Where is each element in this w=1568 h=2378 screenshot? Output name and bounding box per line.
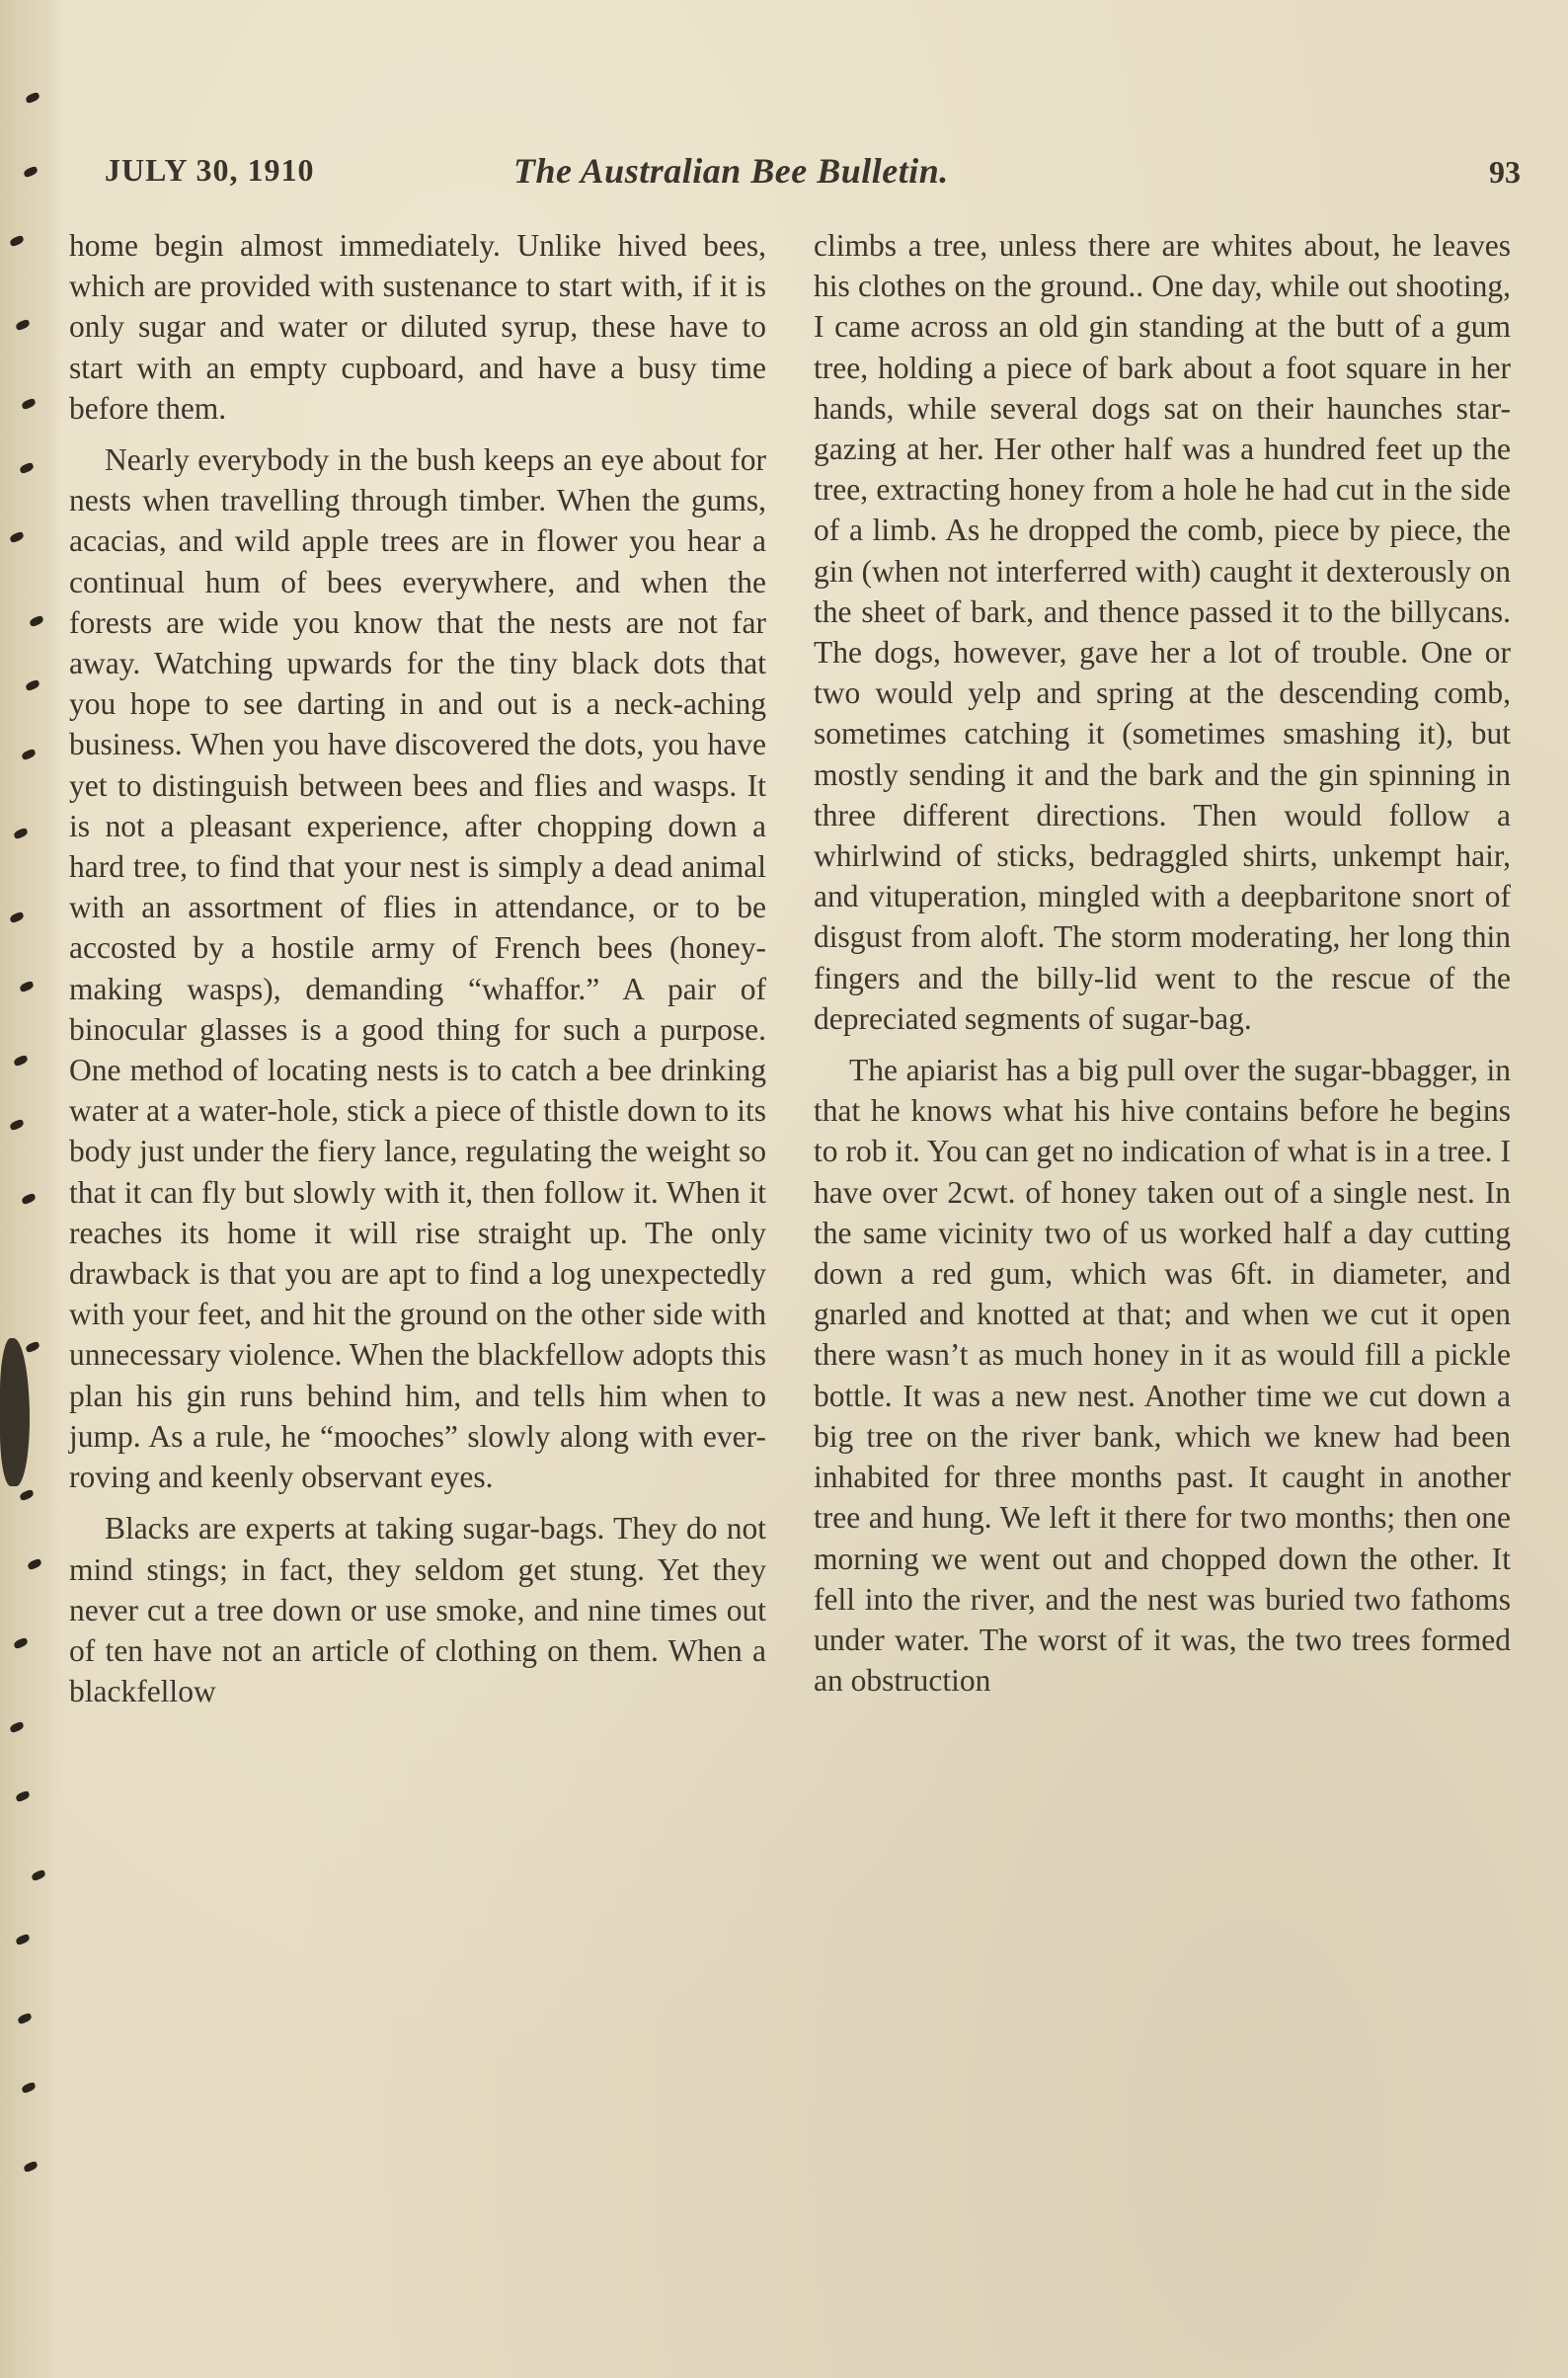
left-column — [69, 225, 766, 1722]
right-column — [814, 225, 1511, 1711]
running-header — [99, 148, 1521, 207]
binding-edge — [0, 0, 61, 2378]
paragraph: climbs a tree, unless there are whites about, he leaves his clothes on the ground.. One day, while out shooting, I came across an old gin standing at the butt of a gum tree, holding a piece of bark about a foot square in her hands, while several dogs sat on their haunches star-gazing at her. Her other half was a hundred feet up the tree, extracting honey from a hole he had cut in the side of a limb. As he dropped the comb, piece by piece, the gin (when not interferred with) caught it dexterously on the sheet of bark, and thence passed it to the billycans. The dogs, however, gave her a lot of trouble. One or two would yelp and spring at the descending comb, sometimes catching it (sometimes smashing it), but mostly sending it and the bark and the gin spinning in three different directions. Then would follow a whirlwind of sticks, bedraggled shirts, unkempt hair, and vituperation, mingled with a deepbaritone snort of disgust from aloft. The storm moderating, her long thin fingers and the billy-lid went to the rescue of the depreciated segments of sugar-bag. — [814, 228, 1511, 1036]
paragraph: Nearly everybody in the bush keeps an eye about for nests when travelling through timber. When the gums, acacias, and wild apple trees are in flower you hear a continual hum of bees everywhere, and when the forests are wide you know that the nests are not far away. Watching upwards for the tiny black dots that you hope to see darting in and out is a neck-aching business. When you have discovered the dots, you have yet to distinguish between bees and flies and wasps. It is not a pleasant experience, after chopping down a hard tree, to find that your nest is simply a dead animal with an assortment of flies in attendance, or to be accosted by a hostile army of French bees (honey-making wasps), demanding “whaffor.” A pair of binocular glasses is a good thing for such a purpose. One method of locating nests is to catch a bee drinking water at a water-hole, stick a piece of thistle down to its body just under the fiery lance, regulating the weight so that it can fly but slowly with it, then follow it. When it reaches its home it will rise straight up. The only drawback is that you are apt to find a log unexpectedly with your feet, and hit the ground on the other side with unnecessary violence. When the blackfellow adopts this plan his gin runs behind him, and tells him when to jump. As a rule, he “mooches” slowly along with ever-roving and keenly observant eyes. — [69, 442, 766, 1495]
paragraph: Blacks are experts at taking sugar-bags. They do not mind stings; in fact, they seldom get stung. Yet they never cut a tree down or use smoke, and nine times out of ten have not an article of clothing on them. When a blackfellow — [69, 1511, 766, 1709]
header-date: JULY 30, 1910 — [105, 152, 315, 188]
paragraph: The apiarist has a big pull over the sugar-bbagger, in that he knows what his hive contains before he begins to rob it. You can get no indication of what is in a tree. I have over 2cwt. of honey taken out of a single nest. In the same vicinity two of us worked half a day cutting down a red gum, which was 6ft. in diameter, and gnarled and knotted at that; and when we cut it open there wasn’t as much honey in it as would fill a pickle bottle. It was a new nest. Another time we cut down a big tree on the river bank, which we knew had been inhabited for three months past. It caught in another tree and hung. We left it there for two months; then one morning we went out and chopped down the other. It fell into the river, and the nest was buried two fathoms under water. The worst of it was, the two trees formed an obstruction — [814, 1053, 1511, 1699]
page-number: 93 — [1489, 154, 1521, 190]
journal-title: The Australian Bee Bulletin. — [513, 151, 949, 191]
paragraph: home begin almost immediately. Unlike hived bees, which are provided with sustenance to start with, if it is only sugar and water or diluted syrup, these have to start with an empty cupboard, and have a busy time before them. — [69, 228, 766, 426]
